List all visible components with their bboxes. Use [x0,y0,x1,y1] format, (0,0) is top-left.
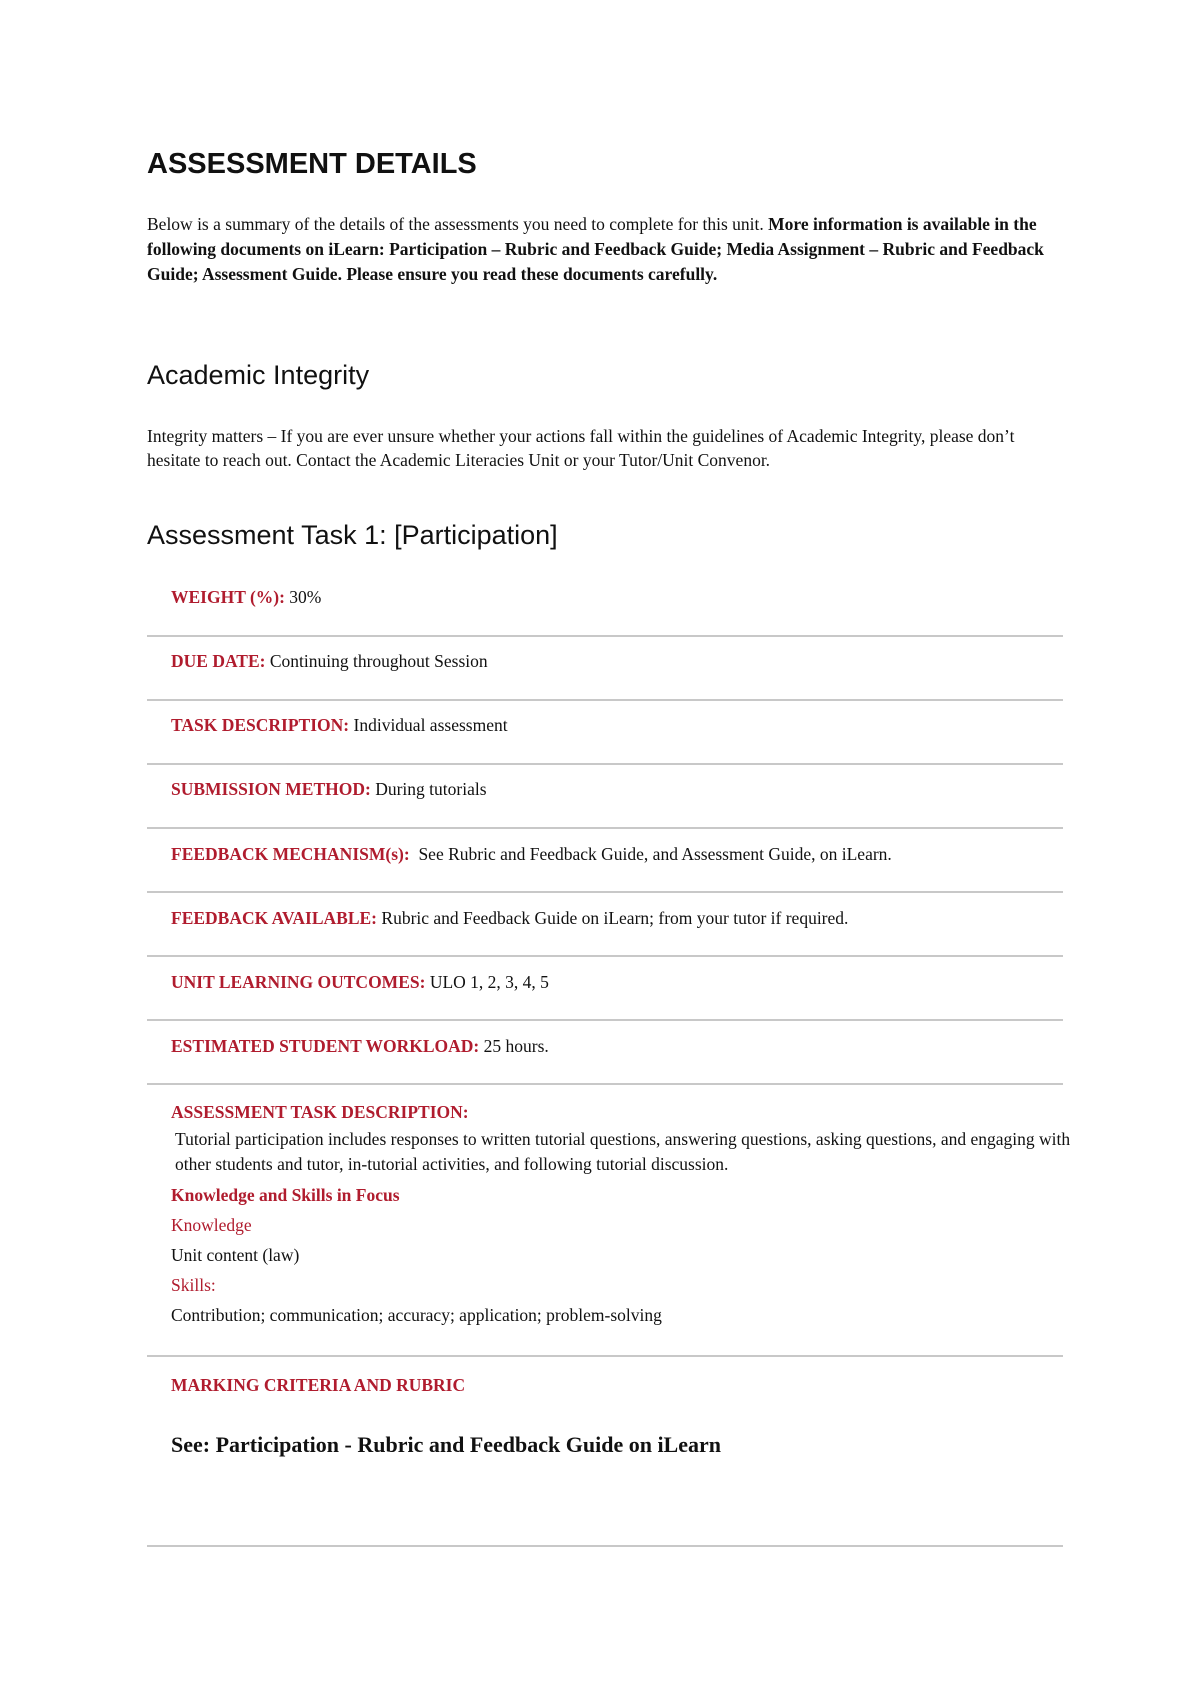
due-date-label: DUE DATE: [171,651,266,671]
feedback-available-value: Rubric and Feedback Guide on iLearn; from your tutor if required. [377,908,849,928]
learning-outcomes-value: ULO 1, 2, 3, 4, 5 [425,972,549,992]
page-title: ASSESSMENT DETAILS [147,148,477,180]
assessment-description-row [147,1085,1071,1357]
focus-heading: Knowledge and Skills in Focus [171,1185,400,1205]
feedback-mechanism-row [147,829,1063,893]
weight-label: WEIGHT (%): [171,587,285,607]
task-description-label: TASK DESCRIPTION: [171,715,350,735]
knowledge-value: Unit content (law) [171,1245,300,1265]
feedback-available-row [147,893,1063,957]
task-description-row [147,701,1063,765]
intro-text: Below is a summary of the details of the assessments you need to complete for this unit. [147,214,769,234]
feedback-mechanism-label: FEEDBACK MECHANISM(s): [171,844,410,864]
submission-method-row [147,765,1063,829]
task-description-value: Individual assessment [349,715,508,735]
knowledge-label: Knowledge [171,1215,252,1235]
learning-outcomes-row [147,957,1063,1021]
intro-bold-text: More information is available in the following documents on iLearn: Participation – Rubric and Feedback Guide; Media Assignment – Rubric and Feedback Guide; Assessment Guide. Please ensure you read these documents carefully. [147,214,1044,284]
feedback-mechanism-value: See Rubric and Feedback Guide, and Assessment Guide, on iLearn. [409,844,892,864]
academic-integrity-heading: Academic Integrity [147,360,370,390]
submission-method-label: SUBMISSION METHOD: [171,779,371,799]
assessment-description-label: ASSESSMENT TASK DESCRIPTION: [171,1102,469,1122]
submission-method-value: During tutorials [370,779,487,799]
due-date-value: Continuing throughout Session [265,651,488,671]
learning-outcomes-label: UNIT LEARNING OUTCOMES: [171,972,426,992]
assessment-task-heading: Assessment Task 1: [Participation] [147,520,558,550]
weight-row [147,573,1063,637]
intro-paragraph [147,212,1047,287]
skills-value: Contribution; communication; accuracy; application; problem-solving [171,1305,662,1325]
weight-value: 30% [284,587,322,607]
feedback-available-label: FEEDBACK AVAILABLE: [171,908,378,928]
academic-integrity-text: Integrity matters – If you are ever unsure whether your actions fall within the guidelines of Academic Integrity, please don’t hesitate to reach out. Contact the Academic Literacies Unit or your Tutor/Unit Convenor. [147,426,1015,470]
workload-row [147,1021,1063,1085]
assessment-description-text: Tutorial participation includes responses to written tutorial questions, answering questions, asking questions, and engaging with other students and tutor, in-tutorial activities, and following tutorial discussion. [175,1129,1071,1174]
workload-value: 25 hours. [479,1036,549,1056]
marking-criteria-label: MARKING CRITERIA AND RUBRIC [171,1375,466,1395]
skills-label: Skills: [171,1275,216,1295]
marking-see-link-text: See: Participation - Rubric and Feedback Guide on iLearn [171,1432,721,1457]
workload-label: ESTIMATED STUDENT WORKLOAD: [171,1036,480,1056]
due-date-row [147,637,1063,701]
